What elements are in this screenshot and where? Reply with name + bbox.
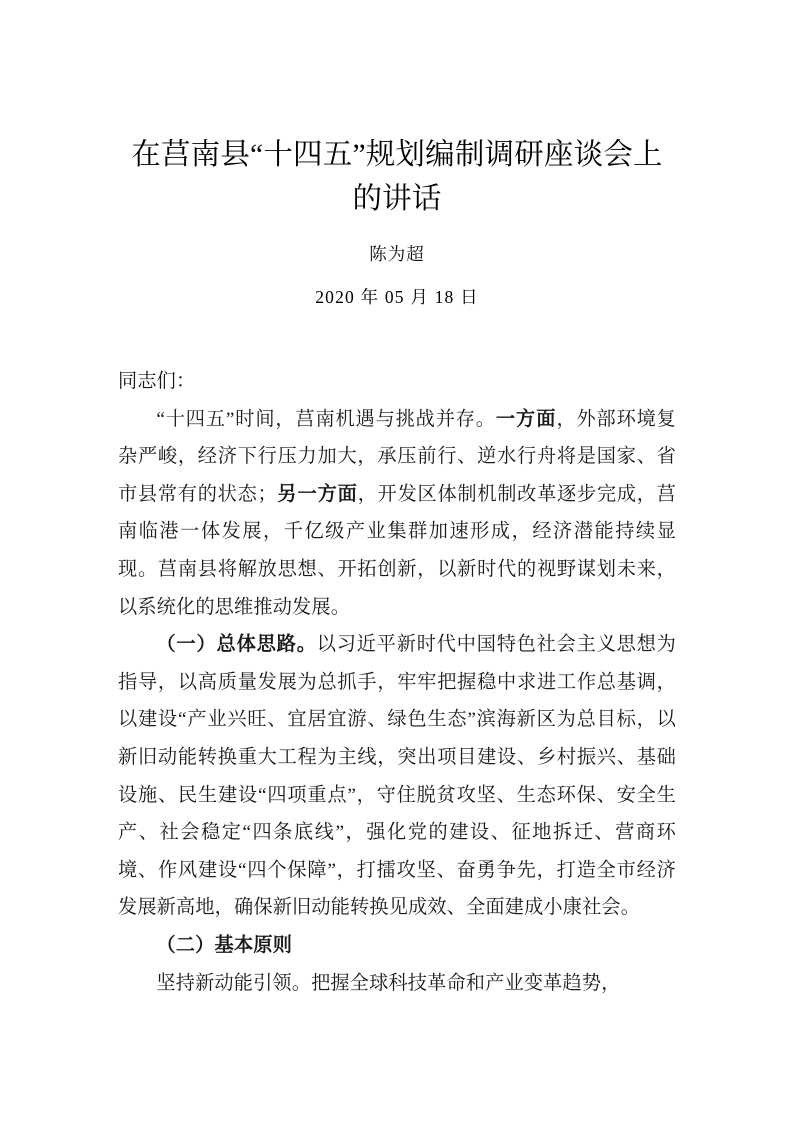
- page-content-column: [118, 0, 676, 1002]
- paragraph-section-one: [118, 626, 676, 927]
- page-title: [118, 133, 676, 221]
- section-one-text: 以习近平新时代中国特色社会主义思想为指导，以高质量发展为总抓手，牢牢把握稳中求进工作总基调，以建设“产业兴旺、宜居宜游、绿色生态”滨海新区为总目标，以新旧动能转换重大工程为主线，突出项目建设、乡村振兴、基础设施、民生建设“四项重点”，守住脱贫攻坚、生态环保、安全生产、社会稳定“四条底线”，强化党的建设、征地拆迁、营商环境、作风建设“四个保障”，打擂攻坚、奋勇争先，打造全市经济发展新高地，确保新旧动能转换见成效、全面建成小康社会。: [118, 634, 676, 919]
- paragraph-opening-run-1: “十四五”时间，莒南机遇与挑战并存。: [156, 408, 496, 430]
- section-label-one: （一）总体思路。: [156, 634, 317, 656]
- paragraph-opening-run-3: ，外部环境复杂严峻，经济下行压力加大，承压前行、逆水行舟将是国家、省市县常有的状态；: [118, 408, 676, 505]
- salutation-line: 同志们：: [118, 371, 196, 392]
- emphasis-one-hand: 一方面: [495, 408, 557, 430]
- title-block: [118, 0, 676, 310]
- document-date: 2020 年 05 月 18 日: [315, 287, 479, 307]
- paragraph-section-two: [118, 927, 676, 965]
- document-author: 陈为超: [369, 244, 425, 264]
- emphasis-other-hand: 另一方面: [276, 483, 358, 505]
- paragraph-opening: [118, 401, 676, 627]
- section-label-two: （二）基本原则: [156, 934, 293, 956]
- page-title-line-1: 在莒南县“十四五”规划编制调研座谈会上: [131, 139, 663, 171]
- paragraph-opening-run-5: ，开发区体制机制改革逐步完成，莒南临港一体发展，千亿级产业集群加速形成，经济潜能持续显现。莒南县将解放思想、开拓创新，以新时代的视野谋划未来，以系统化的思维推动发展。: [118, 483, 677, 618]
- document-body: [118, 310, 676, 1002]
- page-title-line-2: 的讲话: [352, 183, 442, 215]
- paragraph-principle-one: 坚持新动能引领。把握全球科技革命和产业变革趋势，: [156, 972, 621, 994]
